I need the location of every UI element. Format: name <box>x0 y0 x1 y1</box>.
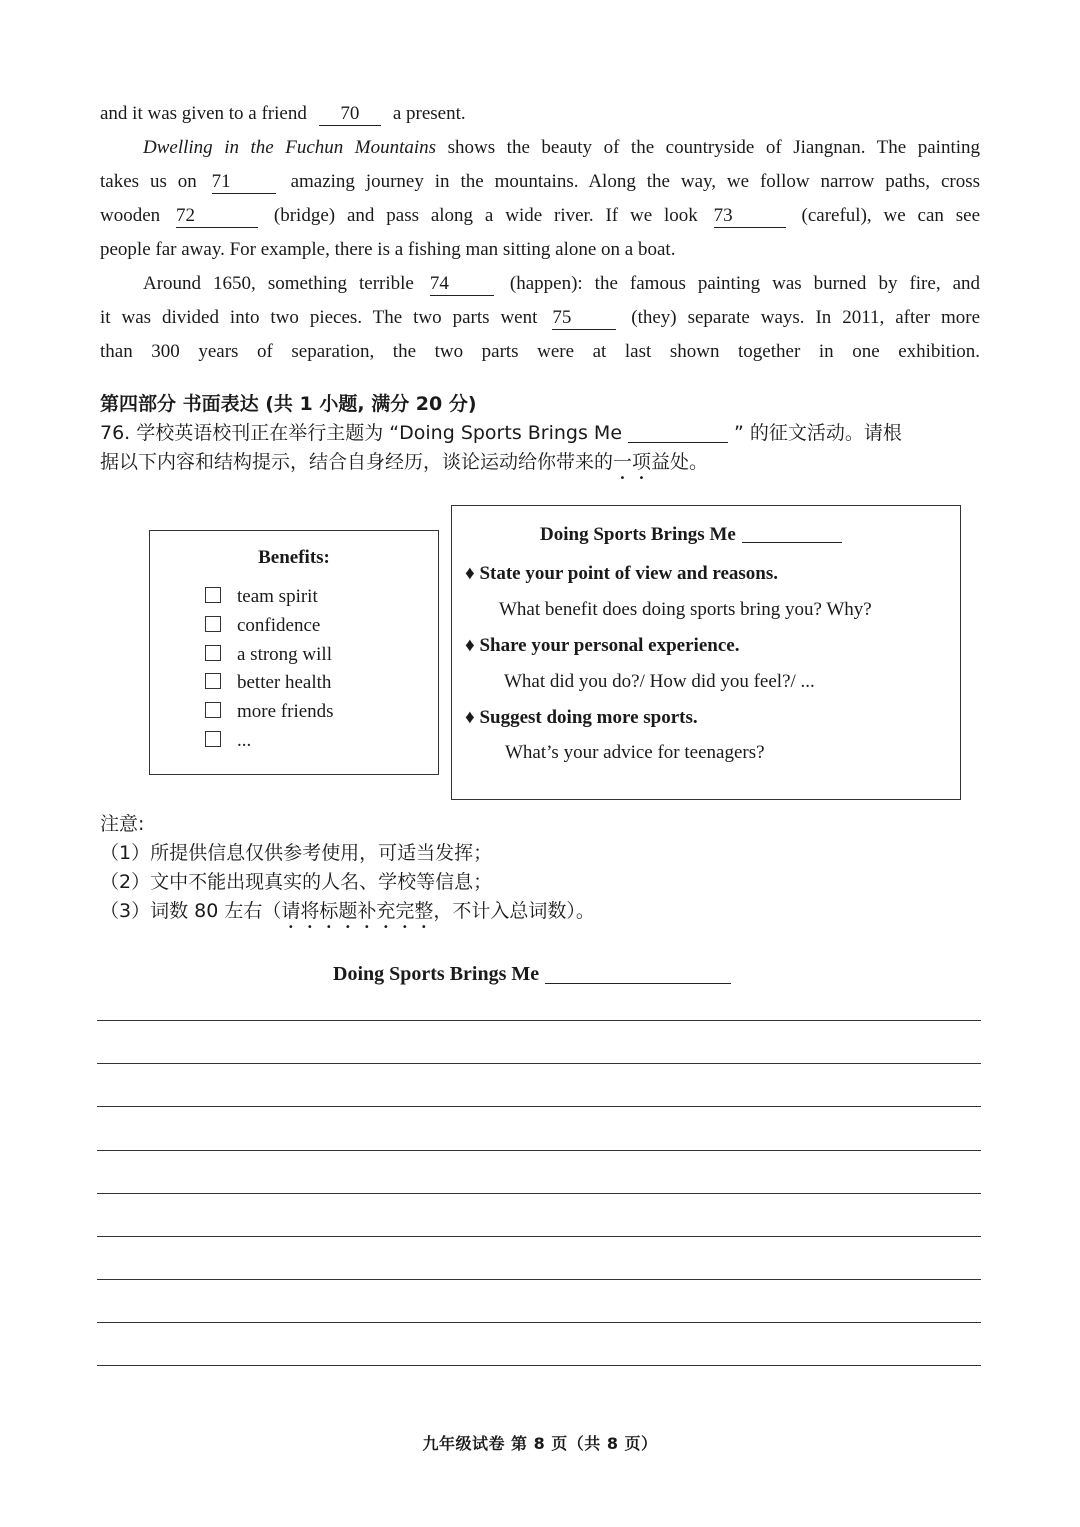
passage-line-7: it was divided into two pieces. The two parts went 75 (they) separate ways. In 2011, after more <box>100 307 980 328</box>
benefits-list <box>205 583 334 756</box>
writing-line[interactable] <box>97 1279 981 1280</box>
writing-title-blank[interactable] <box>545 963 731 984</box>
outline-title-blank <box>742 524 842 543</box>
benefit-item[interactable]: a strong will <box>205 641 334 670</box>
writing-line[interactable] <box>97 1236 981 1237</box>
passage-line-6: Around 1650, something terrible 74 (happen): the famous painting was burned by fire, and <box>143 273 981 294</box>
checkbox-icon[interactable] <box>205 587 221 603</box>
note-1: （1）所提供信息仅供参考使用，可适当发挥； <box>100 842 493 864</box>
emphasis-complete-title: 请将标题补充完整 <box>281 900 434 922</box>
outline-box <box>451 505 961 800</box>
title-blank <box>628 422 728 443</box>
passage-line-4: wooden 72 (bridge) and pass along a wide river. If we look 73 (careful), we can see <box>100 205 981 226</box>
benefit-item[interactable]: team spirit <box>205 583 334 612</box>
writing-title: Doing Sports Brings Me <box>333 963 731 986</box>
blank-74[interactable]: 74 <box>430 273 494 296</box>
checkbox-icon[interactable] <box>205 731 221 747</box>
passage-line-1: and it was given to a friend 70 a present. <box>100 103 466 124</box>
blank-70[interactable]: 70 <box>319 103 381 126</box>
blank-73[interactable]: 73 <box>714 205 786 228</box>
question-76-line-1: 76. 学校英语校刊正在举行主题为 “Doing Sports Brings Me ” 的征文活动。请根 <box>100 422 902 444</box>
benefit-item[interactable]: more friends <box>205 698 334 727</box>
writing-line[interactable] <box>97 1106 981 1107</box>
notes-title: 注意: <box>100 813 145 835</box>
passage-line-8: than 300 years of separation, the two parts were at last shown together in one exhibition. <box>100 341 980 362</box>
outline-point-2: ♦ Share your personal experience. <box>465 635 740 656</box>
outline-point-1: ♦ State your point of view and reasons. <box>465 563 779 584</box>
benefit-item[interactable]: ... <box>205 727 334 756</box>
outline-point-3: ♦ Suggest doing more sports. <box>465 707 698 728</box>
passage-line-2: Dwelling in the Fuchun Mountains shows the beauty of the countryside of Jiangnan. The painting <box>143 137 980 158</box>
writing-line[interactable] <box>97 1365 981 1366</box>
passage-line-3: takes us on 71 amazing journey in the mountains. Along the way, we follow narrow paths, cross <box>100 171 981 192</box>
checkbox-icon[interactable] <box>205 645 221 661</box>
page-footer: 九年级试卷 第 8 页（共 8 页） <box>422 1434 658 1453</box>
benefit-item[interactable]: confidence <box>205 612 334 641</box>
note-2: （2）文中不能出现真实的人名、学校等信息； <box>100 871 493 893</box>
writing-line[interactable] <box>97 1193 981 1194</box>
writing-line[interactable] <box>97 1150 981 1151</box>
benefits-title: Benefits: <box>258 547 330 568</box>
writing-line[interactable] <box>97 1322 981 1323</box>
passage-line-5: people far away. For example, there is a fishing man sitting alone on a boat. <box>100 239 676 260</box>
writing-line[interactable] <box>97 1063 981 1064</box>
question-76-line-2: 据以下内容和结构提示，结合自身经历，谈论运动给你带来的一项益处。 <box>100 451 709 473</box>
note-3: （3）词数 80 左右（请将标题补充完整，不计入总词数）。 <box>100 900 595 922</box>
outline-title: Doing Sports Brings Me <box>540 524 842 546</box>
checkbox-icon[interactable] <box>205 673 221 689</box>
painting-title: Dwelling in the Fuchun Mountains <box>143 137 437 158</box>
section-heading: 第四部分 书面表达 (共 1 小题, 满分 20 分) <box>100 393 477 415</box>
writing-line[interactable] <box>97 1020 981 1021</box>
benefit-item[interactable]: better health <box>205 669 334 698</box>
benefits-box <box>149 530 439 775</box>
checkbox-icon[interactable] <box>205 702 221 718</box>
blank-75[interactable]: 75 <box>552 307 616 330</box>
outline-point-1-sub: What benefit does doing sports bring you? Why? <box>499 599 872 620</box>
outline-point-2-sub: What did you do?/ How did you feel?/ ... <box>504 671 815 692</box>
emphasis-one-item: 一项 <box>613 451 652 473</box>
blank-71[interactable]: 71 <box>212 171 276 194</box>
checkbox-icon[interactable] <box>205 616 221 632</box>
outline-point-3-sub: What’s your advice for teenagers? <box>505 742 765 763</box>
blank-72[interactable]: 72 <box>176 205 258 228</box>
